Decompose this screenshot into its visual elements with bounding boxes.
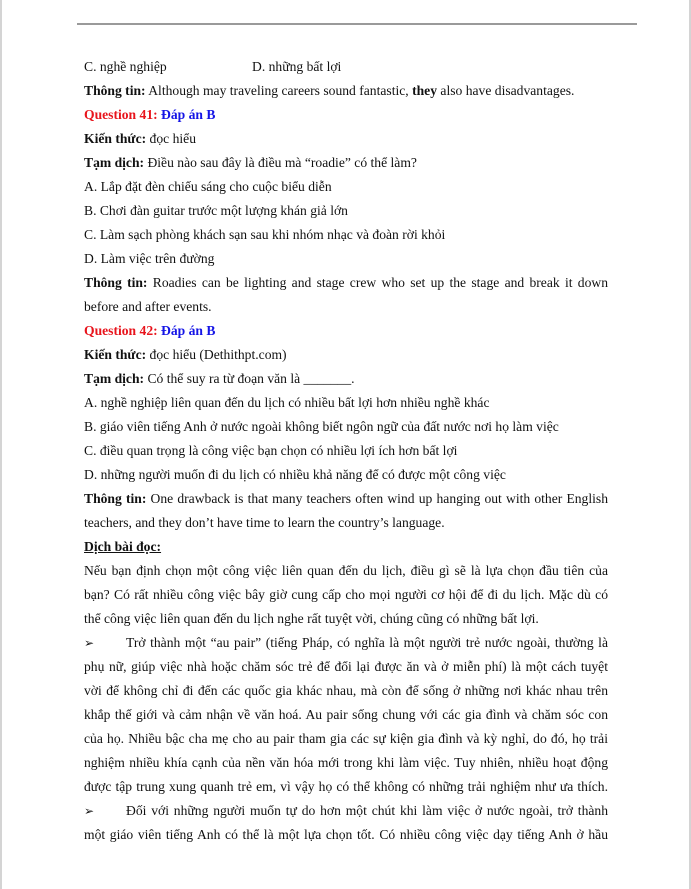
paragraph-2-line-1 (84, 631, 608, 655)
thong-tin-text: Roadies can be lighting and stage crew who set up the stage and break it down (147, 275, 608, 290)
page-edge-left (0, 0, 2, 889)
q42-option-c: C. điều quan trọng là công việc bạn chọn có nhiều lợi ích hơn bất lợi (84, 443, 458, 458)
q42-option-d: D. những người muốn đi du lịch có nhiều khả năng để có được một công việc (84, 467, 506, 482)
q41-option-b: B. Chơi đàn guitar trước một lượng khán giả lớn (84, 203, 348, 218)
dich-bai-doc-heading (84, 535, 608, 559)
paragraph-2-line-7: được tập trung xung quanh trẻ em, vì vậy họ có thể không có những trải nghiệm như ưa thích. (84, 779, 608, 794)
option-row-cd (84, 55, 608, 79)
tam-dich-text: Điều nào sau đây là điều mà “roadie” có thể làm? (144, 155, 417, 170)
paragraph-2-line-6: nghiệm nhiều khía cạnh của nền văn hóa mới trong khi làm việc. Tuy nhiên, nhiều hoạt động (84, 755, 608, 770)
q41-option-a: A. Lắp đặt đèn chiếu sáng cho cuộc biểu diễn (84, 179, 332, 194)
tam-dich-label: Tạm dịch: (84, 371, 145, 386)
paragraph-3-line-1 (84, 799, 608, 823)
thong-tin-42-line-1 (84, 487, 608, 511)
thong-tin-text: One drawback is that many teachers often wind up hanging out with other English (146, 491, 608, 506)
thong-tin-text-pre: Although may traveling careers sound fantastic, (145, 83, 413, 98)
answer-key: Đáp án B (161, 107, 216, 122)
thong-tin-label: Thông tin: (84, 275, 148, 290)
paragraph-2-line-3: vời để không chỉ đi đến các quốc gia khác nhau, mà còn để sống ở những nơi khác nhau trên (84, 683, 608, 698)
option-c: C. nghề nghiệp (84, 59, 167, 74)
question-42-heading (84, 319, 608, 343)
answer-key: Đáp án B (161, 323, 216, 338)
header-rule (77, 23, 637, 25)
thong-tin-text-post: also have disadvantages. (437, 83, 575, 98)
kien-thuc-text: đọc hiểu (146, 131, 196, 146)
tam-dich-label: Tạm dịch: (84, 155, 145, 170)
question-number: Question 41: (84, 107, 158, 122)
kien-thuc-label: Kiến thức: (84, 347, 147, 362)
tam-dich-text: Có thể suy ra từ đoạn văn là _______. (144, 371, 355, 386)
paragraph-3-line-2: một giáo viên tiếng Anh có thể là một lựa chọn tốt. Có nhiều công việc dạy tiếng Anh ở hầu (84, 827, 608, 842)
tam-dich-41 (84, 151, 608, 175)
thong-tin-label: Thông tin: (84, 491, 147, 506)
paragraph-text: Trở thành một “au pair” (tiếng Pháp, có nghĩa là một người trẻ nước ngoài, thường là (126, 635, 608, 650)
paragraph-2-line-4: khắp thế giới và cảm nhận về văn hoá. Au pair sống chung với các gia đình và chăm sóc con (84, 707, 608, 722)
arrow-bullet-icon: ➢ (84, 636, 95, 650)
q41-option-c: C. Làm sạch phòng khách sạn sau khi nhóm nhạc và đoàn rời khỏi (84, 227, 446, 242)
paragraph-1-line-1: Nếu bạn định chọn một công việc liên quan đến du lịch, điều gì sẽ là lựa chọn đầu tiên của (84, 563, 608, 578)
question-41-heading (84, 103, 608, 127)
thong-tin-40 (84, 79, 608, 103)
thong-tin-41-line-1 (84, 271, 608, 295)
kien-thuc-41 (84, 127, 608, 151)
option-d: D. những bất lợi (252, 59, 342, 74)
paragraph-1-line-2: bạn? Có rất nhiều công việc bây giờ cung cấp cho mọi người cơ hội để đi du lịch. Mặc dù có (84, 587, 608, 602)
tam-dich-42 (84, 367, 608, 391)
arrow-bullet-icon: ➢ (84, 804, 95, 818)
thong-tin-42-line-2: teachers, and they don’t have time to learn the country’s language. (84, 515, 445, 530)
paragraph-1-line-3: thể công việc liên quan đến du lịch nghe rất tuyệt vời, chúng cũng có những bất lợi. (84, 611, 539, 626)
paragraph-2-line-2: phụ nữ, giúp việc nhà hoặc chăm sóc trẻ để đổi lại được ăn và ở miễn phí) là một cách tuyệt (84, 659, 608, 674)
kien-thuc-text: đọc hiểu (Dethithpt.com) (146, 347, 287, 362)
q42-option-a: A. nghề nghiệp liên quan đến du lịch có nhiều bất lợi hơn nhiều nghề khác (84, 395, 490, 410)
thong-tin-text-bold: they (412, 83, 438, 98)
document-body (84, 55, 608, 847)
q41-option-d: D. Làm việc trên đường (84, 251, 215, 266)
kien-thuc-42 (84, 343, 608, 367)
thong-tin-41-line-2: before and after events. (84, 299, 212, 314)
q42-option-b: B. giáo viên tiếng Anh ở nước ngoài không biết ngôn ngữ của đất nước nơi họ làm việc (84, 419, 559, 434)
kien-thuc-label: Kiến thức: (84, 131, 147, 146)
question-number: Question 42: (84, 323, 158, 338)
paragraph-2-line-5: của họ. Nhiều bậc cha mẹ cho au pair tham gia các sự kiện gia đình và kỳ nghỉ, do đó, họ trải (84, 731, 608, 746)
thong-tin-label: Thông tin: (84, 83, 146, 98)
section-heading: Dịch bài đọc: (84, 539, 162, 554)
paragraph-text: Đối với những người muốn tự do hơn một chút khi làm việc ở nước ngoài, trở thành (126, 803, 608, 818)
